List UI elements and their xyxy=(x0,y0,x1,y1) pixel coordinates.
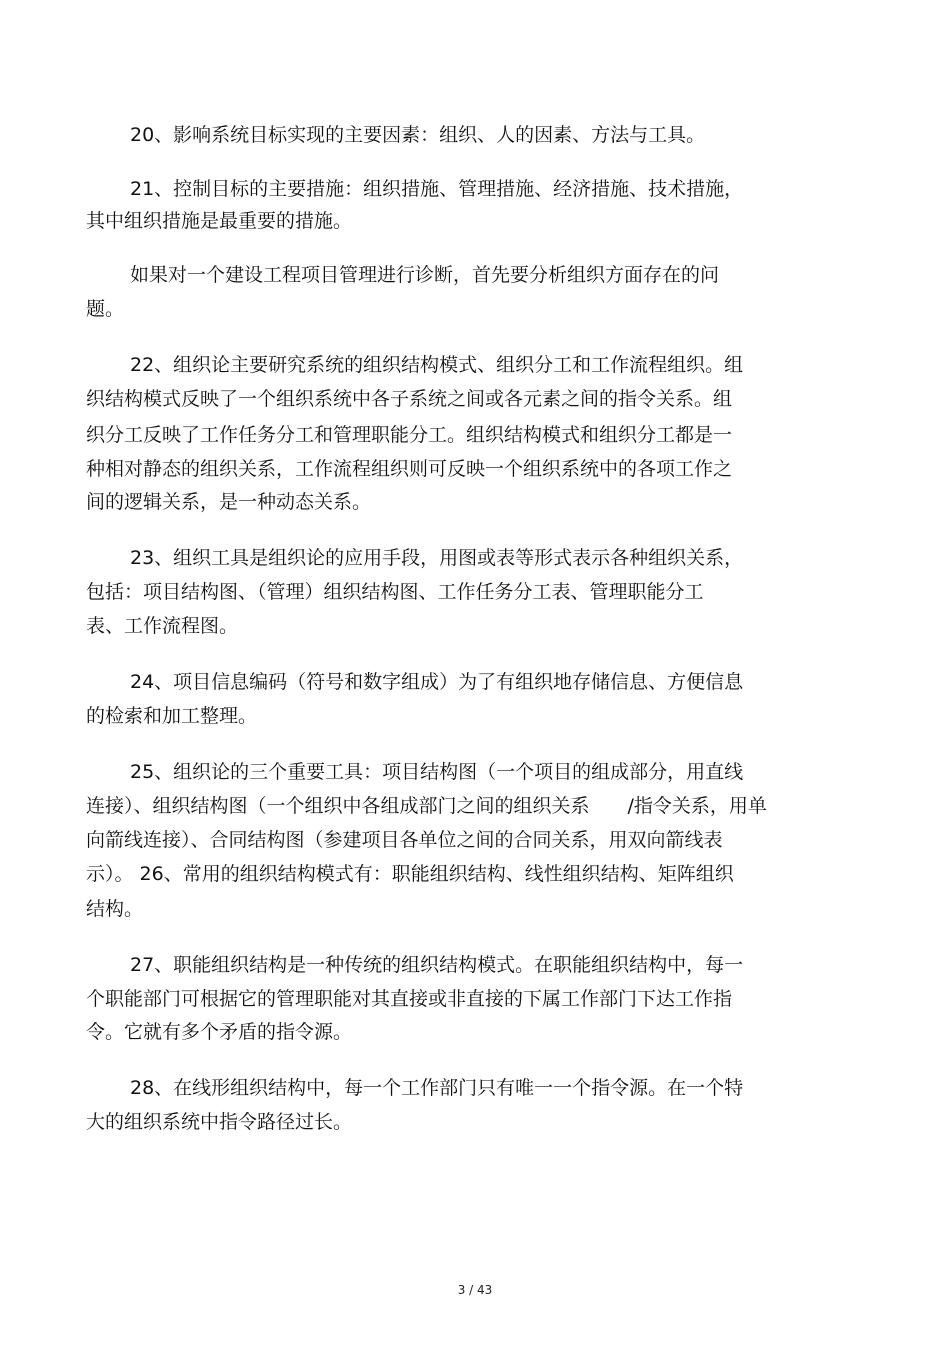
item-20-line-1: 20、影响系统目标实现的主要因素：组织、人的因素、方法与工具。 xyxy=(130,124,706,146)
item-22-line-2: 织结构模式反映了一个组织系统中各子系统之间或各元素之间的指令关系。组 xyxy=(86,388,733,410)
page-number: 3 / 43 xyxy=(457,1283,493,1297)
item-22-line-4: 种相对静态的组织关系，工作流程组织则可反映一个组织系统中的各项工作之 xyxy=(86,458,733,480)
item-26-line-2: 结构。 xyxy=(86,898,144,920)
item-25-line-4: 示）。 26、常用的组织结构模式有：职能组织结构、线性组织结构、矩阵组织 xyxy=(86,863,734,885)
item-28-line-2: 大的组织系统中指令路径过长。 xyxy=(86,1111,353,1133)
diagnosis-line-1: 如果对一个建设工程项目管理进行诊断，首先要分析组织方面存在的问 xyxy=(130,264,720,286)
item-22-line-5: 间的逻辑关系，是一种动态关系。 xyxy=(86,491,372,513)
item-24-line-1: 24、项目信息编码（符号和数字组成）为了有组织地存储信息、方便信息 xyxy=(130,671,744,693)
item-25-line-1: 25、组织论的三个重要工具：项目结构图（一个项目的组成部分，用直线 xyxy=(130,761,744,783)
item-25-line-2-part-1: 连接）、组织结构图（一个组织中各组成部门之间的组织关系 xyxy=(86,795,590,817)
item-28-line-1: 28、在线形组织结构中，每一个工作部门只有唯一一个指令源。在一个特 xyxy=(130,1077,744,1099)
item-22-line-1: 22、组织论主要研究系统的组织结构模式、组织分工和工作流程组织。组 xyxy=(130,354,744,376)
item-23-line-1: 23、组织工具是组织论的应用手段，用图或表等形式表示各种组织关系， xyxy=(130,547,744,569)
item-23-line-2: 包括：项目结构图、（管理）组织结构图、工作任务分工表、管理职能分工 xyxy=(86,581,704,603)
diagnosis-line-2: 题。 xyxy=(86,298,125,320)
item-25-line-3: 向箭线连接）、合同结构图（参建项目各单位之间的合同关系，用双向箭线表 xyxy=(86,829,723,851)
item-27-line-2: 个职能部门可根据它的管理职能对其直接或非直接的下属工作部门下达工作指 xyxy=(86,988,733,1010)
item-21-line-2: 其中组织措施是最重要的措施。 xyxy=(86,210,353,232)
item-23-line-3: 表、工作流程图。 xyxy=(86,615,239,637)
item-25-line-2-part-2: /指令关系，用单 xyxy=(627,795,767,817)
item-27-line-1: 27、职能组织结构是一种传统的组织结构模式。在职能组织结构中，每一 xyxy=(130,954,744,976)
item-22-line-3: 织分工反映了工作任务分工和管理职能分工。组织结构模式和组织分工都是一 xyxy=(86,424,733,446)
item-27-line-3: 令。它就有多个矛盾的指令源。 xyxy=(86,1021,353,1043)
item-24-line-2: 的检索和加工整理。 xyxy=(86,705,258,727)
item-21-line-1: 21、控制目标的主要措施：组织措施、管理措施、经济措施、技术措施， xyxy=(130,178,744,200)
item-25-line-2 xyxy=(86,794,767,818)
